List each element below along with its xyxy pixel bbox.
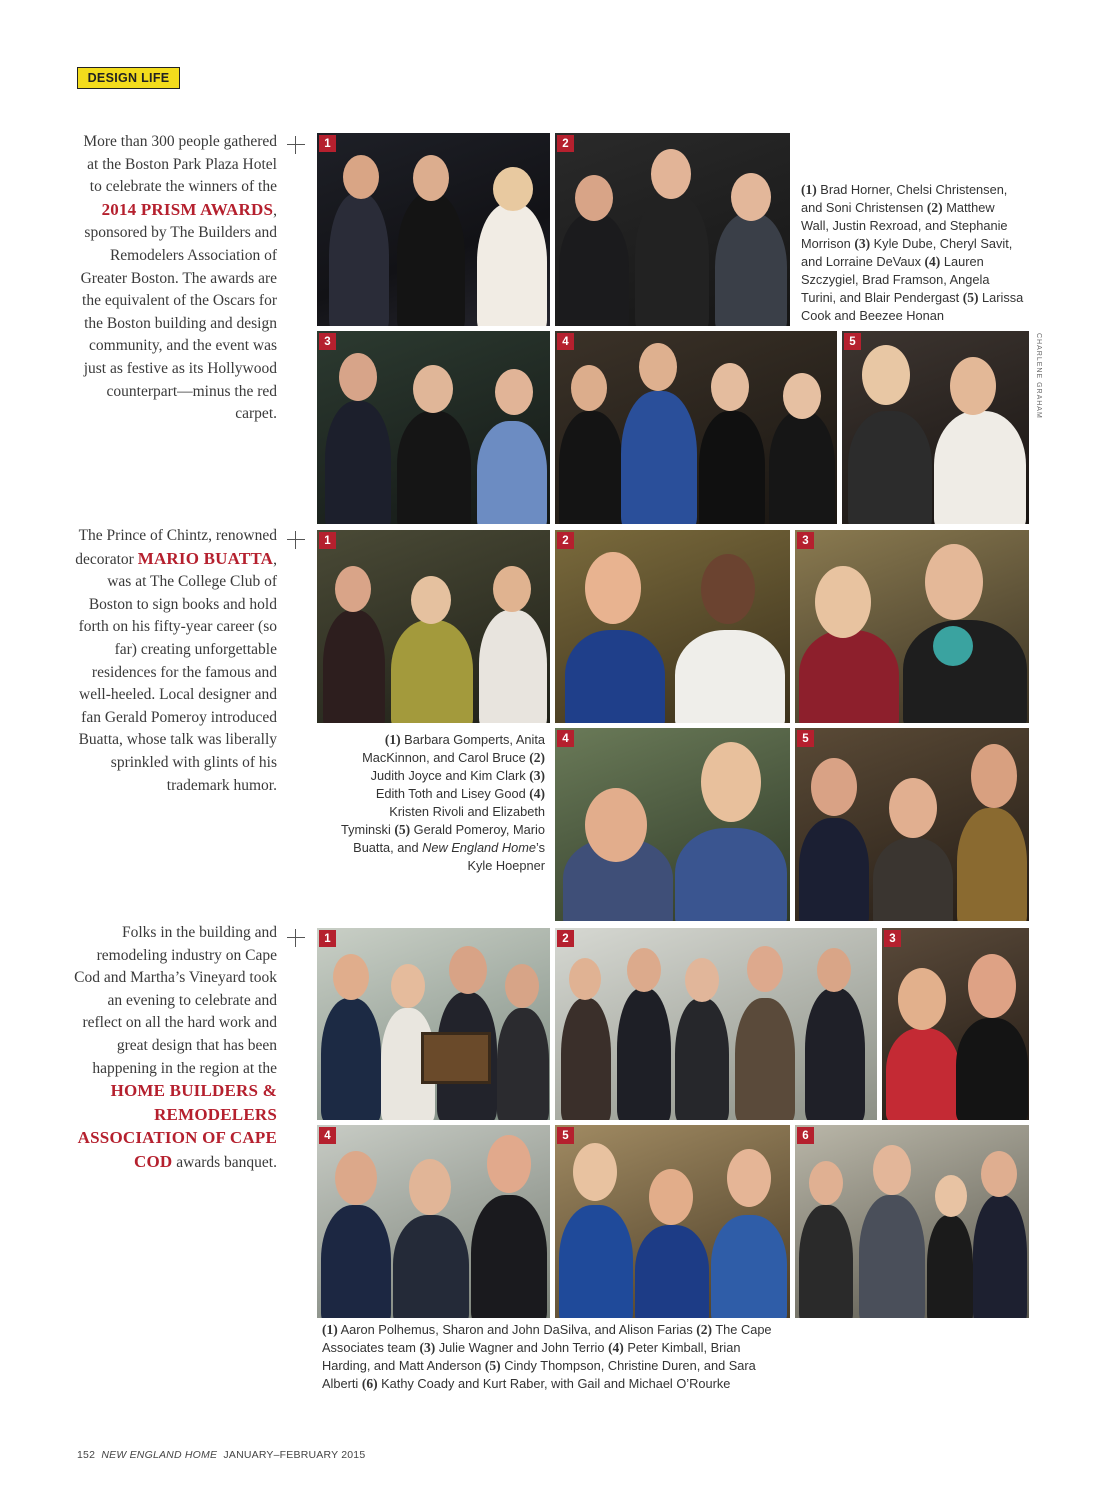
magazine-name: NEW ENGLAND HOME (101, 1449, 218, 1461)
story3-intro: Folks in the building and remodeling industry on Cape Cod and Martha’s Vineyard took an evening to celebrate and reflect on all the hard work and great design that has been happening in the region at the HOME BUILDERS & REMODELERS ASSOCIATION OF CAPE COD awards banquet. (74, 924, 277, 1171)
photo-capecod-6: 6 (795, 1125, 1029, 1318)
photo-prism-4: 4 (555, 331, 837, 524)
photo-capecod-1: 1 (317, 928, 550, 1120)
photo-prism-1: 1 (317, 133, 550, 326)
story1-caption: (1) Brad Horner, Chelsi Christensen, and Soni Christensen (2) Matthew Wall, Justin Rexroad, and Stephanie Morrison (3) Kyle Dube, Cheryl Savit, and Lorraine DeVaux (4) Lauren Szczygiel, Brad Framson, Angela Turini, and Blair Pendergast (5) Larissa Cook and Beezee Honan (801, 182, 1024, 323)
story3-caption: (1) Aaron Polhemus, Sharon and John DaSilva, and Alison Farias (2) The Cape Associates team (3) Julie Wagner and John Terrio (4) Peter Kimball, Brian Harding, and Matt Anderson (5) Cindy Thompson, Christine Duren, and Sara Alberti (6) Kathy Coady and Kurt Raber, with Gail and Michael O’Rourke (322, 1322, 772, 1391)
page-footer (77, 1449, 365, 1461)
photo-buatta-1: 1 (317, 530, 550, 723)
story1-highlight: 2014 PRISM AWARDS (101, 199, 274, 219)
photo-capecod-3: 3 (882, 928, 1029, 1120)
story2-caption: (1) Barbara Gomperts, Anita MacKinnon, and Carol Bruce (2) Judith Joyce and Kim Clark (3) Edith Toth and Lisey Good (4) Kristen Rivoli and Elizabeth Tyminski (5) Gerald Pomeroy, Mario Buatta, and New England Home’s Kyle Hoepner (341, 732, 545, 873)
story2-intro: The Prince of Chintz, renowned decorator MARIO BUATTA, was at The College Club of Boston to sign books and hold forth on his fifty-year career (so far) creating unforgettable residences for the famous and well-heeled. Local designer and fan Gerald Pomeroy introduced Buatta, whose talk was liberally sprinkled with glints of his trademark humor. (75, 527, 277, 794)
plus-marker-2 (287, 531, 305, 549)
photo-prism-2: 2 (555, 133, 790, 326)
photo-prism-3: 3 (317, 331, 550, 524)
photo-credit: CHARLENE GRAHAM (1035, 333, 1042, 419)
photo-capecod-4: 4 (317, 1125, 550, 1318)
photo-prism-5: 5 (842, 331, 1029, 524)
page-number: 152 (77, 1449, 96, 1461)
photo-buatta-5: 5 (795, 728, 1029, 921)
photo-capecod-5: 5 (555, 1125, 790, 1318)
photo-buatta-2: 2 (555, 530, 790, 723)
photo-buatta-4: 4 (555, 728, 790, 921)
issue-date: JANUARY–FEBRUARY 2015 (223, 1449, 366, 1461)
plus-marker-3 (287, 929, 305, 947)
photo-buatta-3: 3 (795, 530, 1029, 723)
story2-highlight: MARIO BUATTA (137, 548, 274, 568)
story1-intro: More than 300 people gathered at the Boston Park Plaza Hotel to celebrate the winners of the 2014 PRISM AWARDS, sponsored by The Builders and Remodelers Association of Greater Boston. The awards are the equivalent of the Oscars for the Boston building and design community, and the event was just as festive as its Hollywood counterpart—minus the red carpet. (80, 133, 277, 423)
section-tag: DESIGN LIFE (77, 67, 180, 89)
plus-marker-1 (287, 136, 305, 154)
photo-capecod-2: 2 (555, 928, 877, 1120)
story3-highlight: HOME BUILDERS & REMODELERS ASSOCIATION OF CAPE COD (77, 1081, 277, 1171)
